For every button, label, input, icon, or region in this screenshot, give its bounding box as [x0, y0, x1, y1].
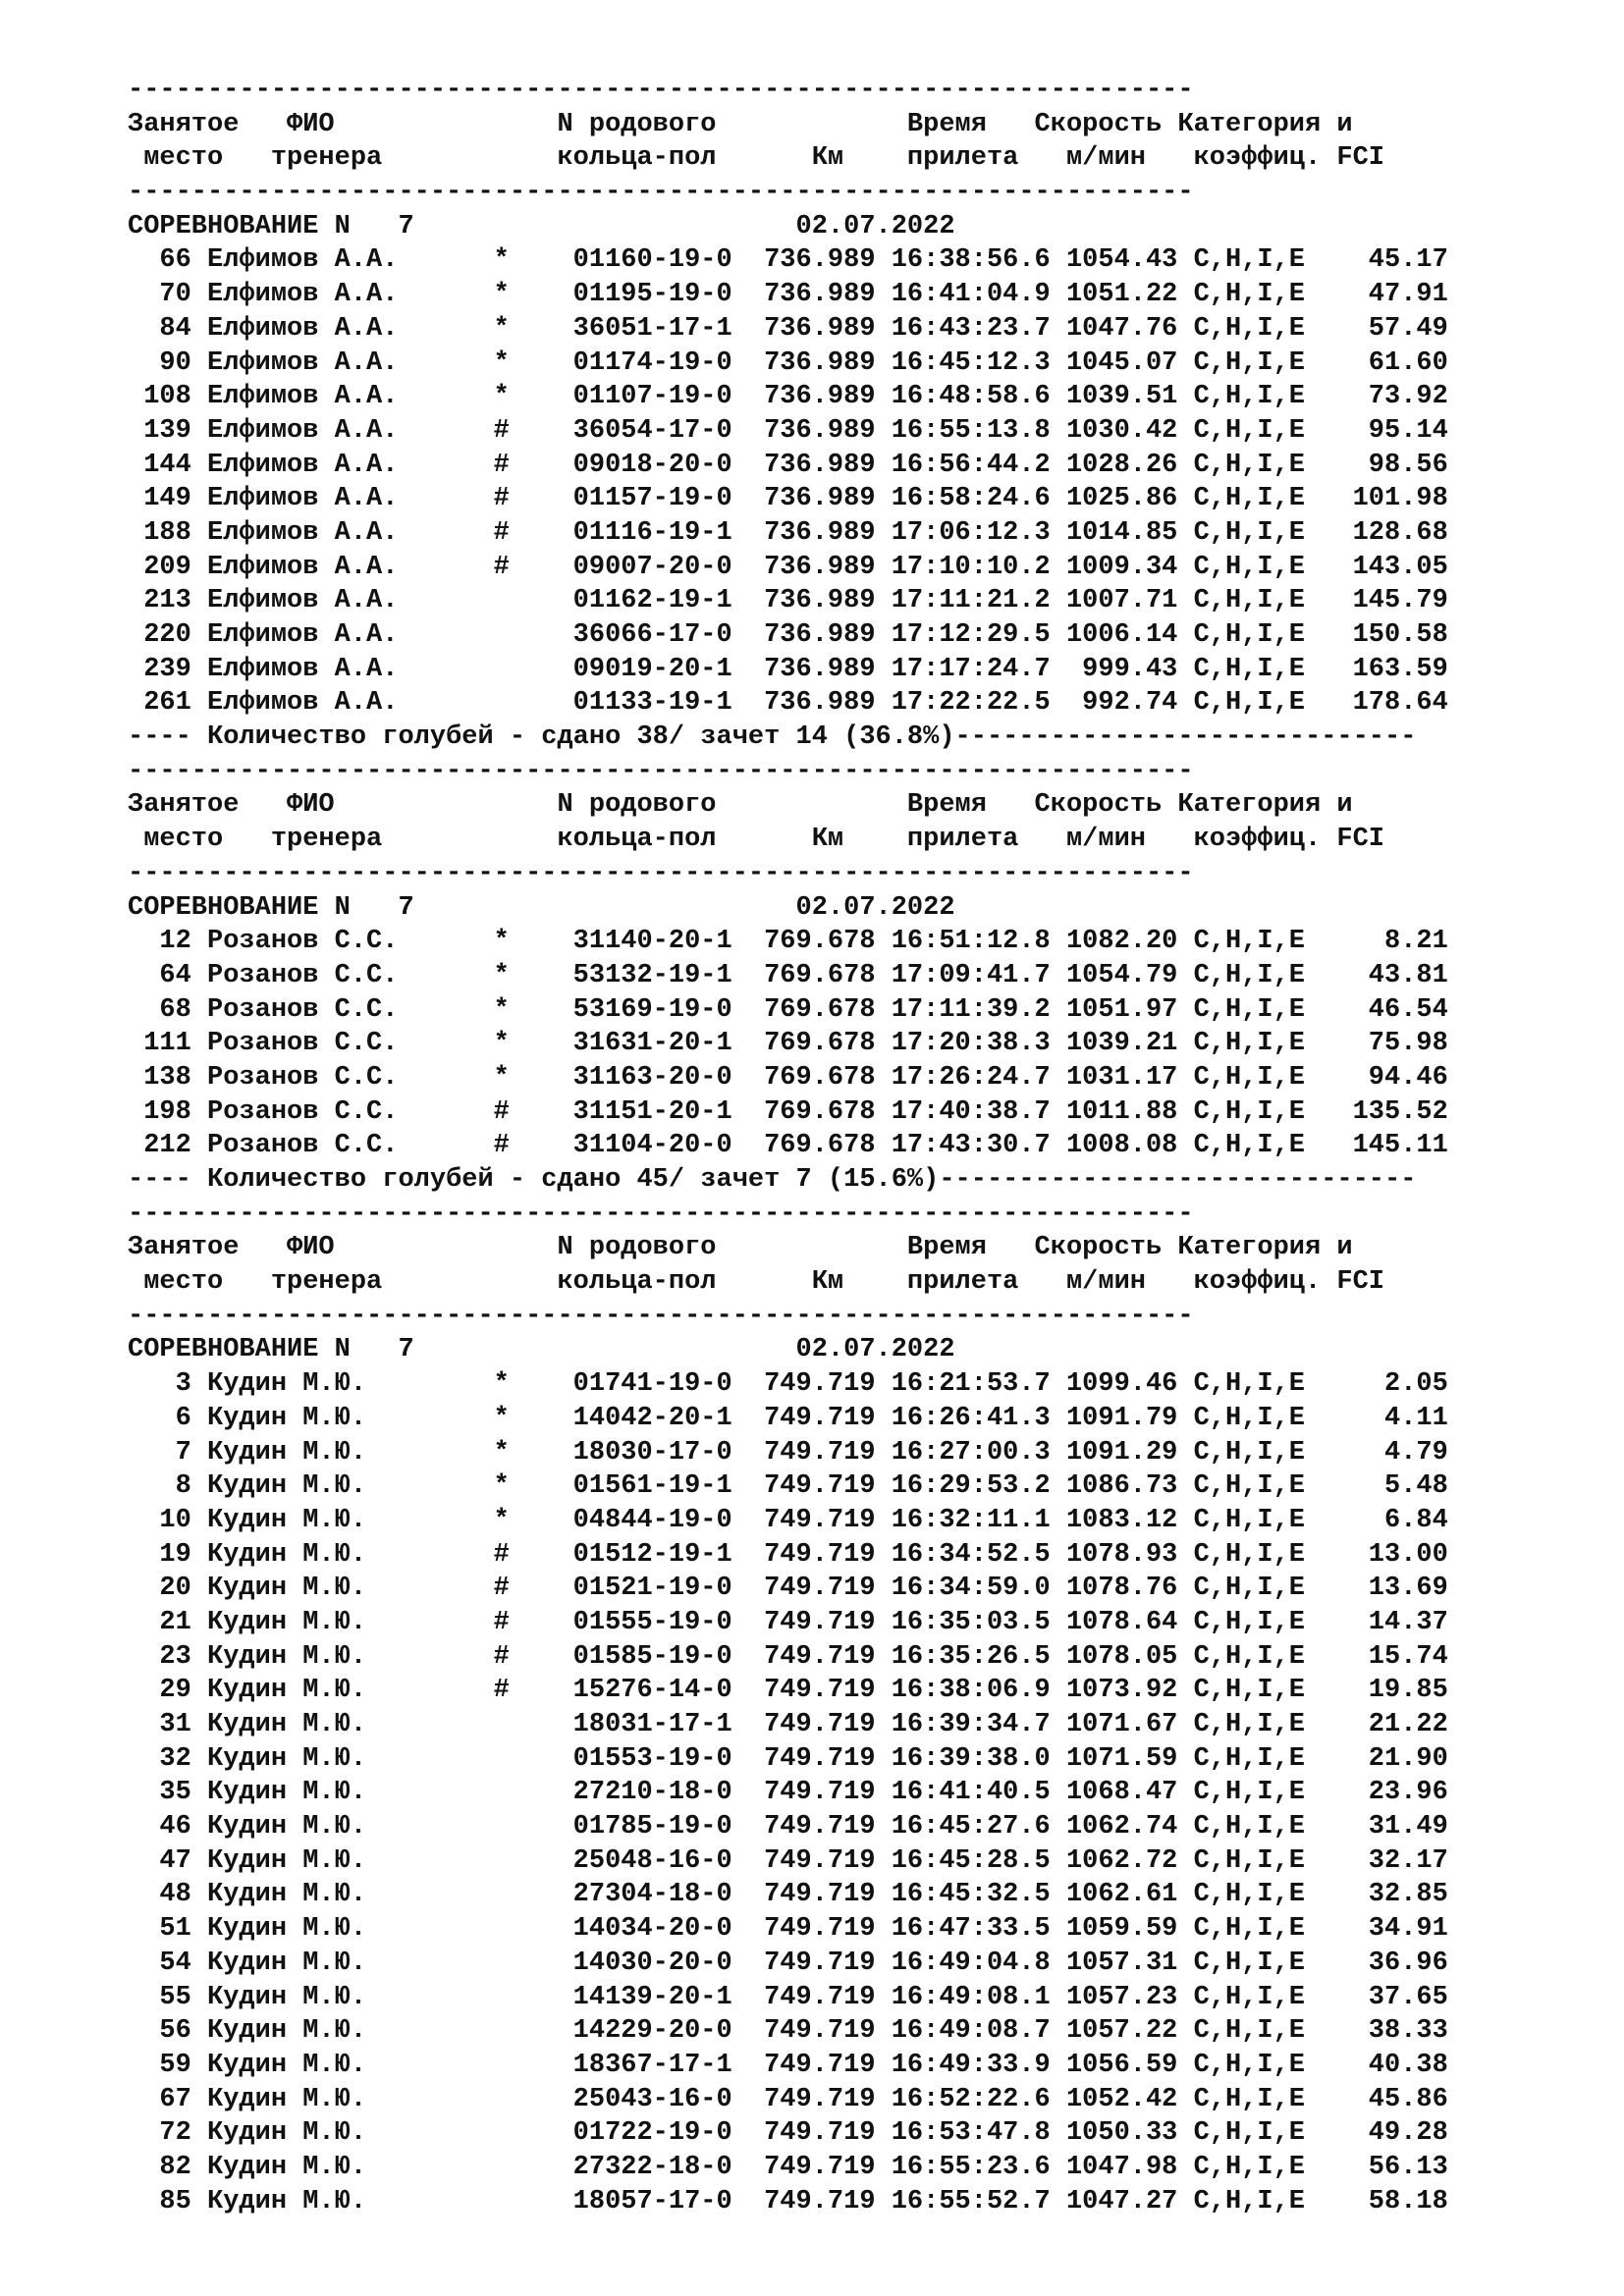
section-summary: ---- Количество голубей - сдано 38/ зачет 14 (36.8%)----------------------------- [128, 722, 1417, 753]
table-row: 47 Кудин М.Ю. 25048-16-0 749.719 16:45:28.5 1062.72 C,H,I,E 32.17 [128, 1845, 1448, 1876]
table-row: 239 Елфимов А.А. 09019-20-1 736.989 17:17:24.7 999.43 C,H,I,E 163.59 [128, 654, 1448, 684]
section-summary: ---- Количество голубей - сдано 45/ зачет 7 (15.6%)------------------------------ [128, 1165, 1417, 1195]
table-row: 32 Кудин М.Ю. 01553-19-0 749.719 16:39:38.0 1071.59 C,H,I,E 21.90 [128, 1743, 1448, 1774]
table-row: 59 Кудин М.Ю. 18367-17-1 749.719 16:49:33.9 1056.59 C,H,I,E 40.38 [128, 2050, 1448, 2080]
table-row: 48 Кудин М.Ю. 27304-18-0 749.719 16:45:32.5 1062.61 C,H,I,E 32.85 [128, 1880, 1448, 1910]
table-row: 108 Елфимов А.А. * 01107-19-0 736.989 16:48:58.6 1039.51 C,H,I,E 73.92 [128, 382, 1448, 412]
table-row: 64 Розанов С.С. * 53132-19-1 769.678 17:09:41.7 1054.79 C,H,I,E 43.81 [128, 960, 1448, 990]
competition-title: СОРЕВНОВАНИЕ N 7 02.07.2022 [128, 211, 955, 241]
table-row: 198 Розанов С.С. # 31151-20-1 769.678 17:40:38.7 1011.88 C,H,I,E 135.52 [128, 1096, 1448, 1127]
table-row: 31 Кудин М.Ю. 18031-17-1 749.719 16:39:34.7 1071.67 C,H,I,E 21.22 [128, 1710, 1448, 1739]
table-header-line-2: место тренера кольца-пол Км прилета м/мин коэффиц. FCI [128, 825, 1385, 855]
separator-line: ------------------------------------------------------------------- [128, 858, 1194, 888]
table-row: 82 Кудин М.Ю. 27322-18-0 749.719 16:55:23.6 1047.98 C,H,I,E 56.13 [128, 2152, 1448, 2182]
table-row: 10 Кудин М.Ю. * 04844-19-0 749.719 16:32:11.1 1083.12 C,H,I,E 6.84 [128, 1505, 1448, 1535]
table-row: 3 Кудин М.Ю. * 01741-19-0 749.719 16:21:53.7 1099.46 C,H,I,E 2.05 [128, 1369, 1448, 1400]
table-row: 72 Кудин М.Ю. 01722-19-0 749.719 16:53:47.8 1050.33 C,H,I,E 49.28 [128, 2118, 1448, 2149]
table-row: 68 Розанов С.С. * 53169-19-0 769.678 17:11:39.2 1051.97 C,H,I,E 46.54 [128, 994, 1448, 1025]
table-header-line-1: Занятое ФИО N родового Время Скорость Категория и [128, 1233, 1353, 1263]
table-header-line-2: место тренера кольца-пол Км прилета м/мин коэффиц. FCI [128, 143, 1385, 174]
table-header-line-2: место тренера кольца-пол Км прилета м/мин коэффиц. FCI [128, 1267, 1385, 1298]
table-row: 46 Кудин М.Ю. 01785-19-0 749.719 16:45:27.6 1062.74 C,H,I,E 31.49 [128, 1812, 1448, 1842]
table-header-line-1: Занятое ФИО N родового Время Скорость Категория и [128, 790, 1353, 821]
separator-line: ------------------------------------------------------------------- [128, 178, 1194, 208]
table-row: 67 Кудин М.Ю. 25043-16-0 749.719 16:52:22.6 1052.42 C,H,I,E 45.86 [128, 2084, 1448, 2114]
table-row: 70 Елфимов А.А. * 01195-19-0 736.989 16:41:04.9 1051.22 C,H,I,E 47.91 [128, 280, 1448, 310]
table-row: 23 Кудин М.Ю. # 01585-19-0 749.719 16:35:26.5 1078.05 C,H,I,E 15.74 [128, 1641, 1448, 1672]
table-row: 19 Кудин М.Ю. # 01512-19-1 749.719 16:34:52.5 1078.93 C,H,I,E 13.00 [128, 1539, 1448, 1570]
separator-line: ------------------------------------------------------------------- [128, 1301, 1194, 1331]
table-row: 220 Елфимов А.А. 36066-17-0 736.989 17:12:29.5 1006.14 C,H,I,E 150.58 [128, 620, 1448, 650]
table-row: 35 Кудин М.Ю. 27210-18-0 749.719 16:41:40.5 1068.47 C,H,I,E 23.96 [128, 1778, 1448, 1808]
table-header-line-1: Занятое ФИО N родового Время Скорость Категория и [128, 109, 1353, 139]
table-row: 21 Кудин М.Ю. # 01555-19-0 749.719 16:35:03.5 1078.64 C,H,I,E 14.37 [128, 1607, 1448, 1637]
separator-line: ------------------------------------------------------------------- [128, 1199, 1194, 1229]
table-row: 111 Розанов С.С. * 31631-20-1 769.678 17:20:38.3 1039.21 C,H,I,E 75.98 [128, 1029, 1448, 1059]
competition-title: СОРЕВНОВАНИЕ N 7 02.07.2022 [128, 892, 955, 923]
separator-line: ------------------------------------------------------------------- [128, 756, 1194, 786]
table-row: 66 Елфимов А.А. * 01160-19-0 736.989 16:38:56.6 1054.43 C,H,I,E 45.17 [128, 245, 1448, 276]
table-row: 138 Розанов С.С. * 31163-20-0 769.678 17:26:24.7 1031.17 C,H,I,E 94.46 [128, 1062, 1448, 1093]
table-row: 213 Елфимов А.А. 01162-19-1 736.989 17:11:21.2 1007.71 C,H,I,E 145.79 [128, 586, 1448, 616]
table-row: 20 Кудин М.Ю. # 01521-19-0 749.719 16:34:59.0 1078.76 C,H,I,E 13.69 [128, 1574, 1448, 1604]
table-row: 188 Елфимов А.А. # 01116-19-1 736.989 17:06:12.3 1014.85 C,H,I,E 128.68 [128, 517, 1448, 548]
table-row: 8 Кудин М.Ю. * 01561-19-1 749.719 16:29:53.2 1086.73 C,H,I,E 5.48 [128, 1471, 1448, 1502]
table-row: 29 Кудин М.Ю. # 15276-14-0 749.719 16:38:06.9 1073.92 C,H,I,E 19.85 [128, 1676, 1448, 1706]
table-row: 84 Елфимов А.А. * 36051-17-1 736.989 16:43:23.7 1047.76 C,H,I,E 57.49 [128, 313, 1448, 344]
table-row: 55 Кудин М.Ю. 14139-20-1 749.719 16:49:08.1 1057.23 C,H,I,E 37.65 [128, 1982, 1448, 2012]
table-row: 12 Розанов С.С. * 31140-20-1 769.678 16:51:12.8 1082.20 C,H,I,E 8.21 [128, 927, 1448, 957]
table-row: 90 Елфимов А.А. * 01174-19-0 736.989 16:45:12.3 1045.07 C,H,I,E 61.60 [128, 347, 1448, 378]
table-row: 139 Елфимов А.А. # 36054-17-0 736.989 16:55:13.8 1030.42 C,H,I,E 95.14 [128, 415, 1448, 446]
table-row: 209 Елфимов А.А. # 09007-20-0 736.989 17:10:10.2 1009.34 C,H,I,E 143.05 [128, 552, 1448, 582]
table-row: 51 Кудин М.Ю. 14034-20-0 749.719 16:47:33.5 1059.59 C,H,I,E 34.91 [128, 1914, 1448, 1945]
table-row: 144 Елфимов А.А. # 09018-20-0 736.989 16:56:44.2 1028.26 C,H,I,E 98.56 [128, 450, 1448, 480]
table-row: 56 Кудин М.Ю. 14229-20-0 749.719 16:49:08.7 1057.22 C,H,I,E 38.33 [128, 2016, 1448, 2047]
table-row: 7 Кудин М.Ю. * 18030-17-0 749.719 16:27:00.3 1091.29 C,H,I,E 4.79 [128, 1437, 1448, 1468]
table-row: 6 Кудин М.Ю. * 14042-20-1 749.719 16:26:41.3 1091.79 C,H,I,E 4.11 [128, 1403, 1448, 1433]
table-row: 54 Кудин М.Ю. 14030-20-0 749.719 16:49:04.8 1057.31 C,H,I,E 36.96 [128, 1948, 1448, 1978]
table-row: 261 Елфимов А.А. 01133-19-1 736.989 17:22:22.5 992.74 C,H,I,E 178.64 [128, 688, 1448, 719]
table-row: 212 Розанов С.С. # 31104-20-0 769.678 17:43:30.7 1008.08 C,H,I,E 145.11 [128, 1131, 1448, 1161]
competition-title: СОРЕВНОВАНИЕ N 7 02.07.2022 [128, 1335, 955, 1365]
table-row: 85 Кудин М.Ю. 18057-17-0 749.719 16:55:52.7 1047.27 C,H,I,E 58.18 [128, 2186, 1448, 2216]
separator-line: ------------------------------------------------------------------- [128, 76, 1194, 105]
table-row: 149 Елфимов А.А. # 01157-19-0 736.989 16:58:24.6 1025.86 C,H,I,E 101.98 [128, 484, 1448, 514]
